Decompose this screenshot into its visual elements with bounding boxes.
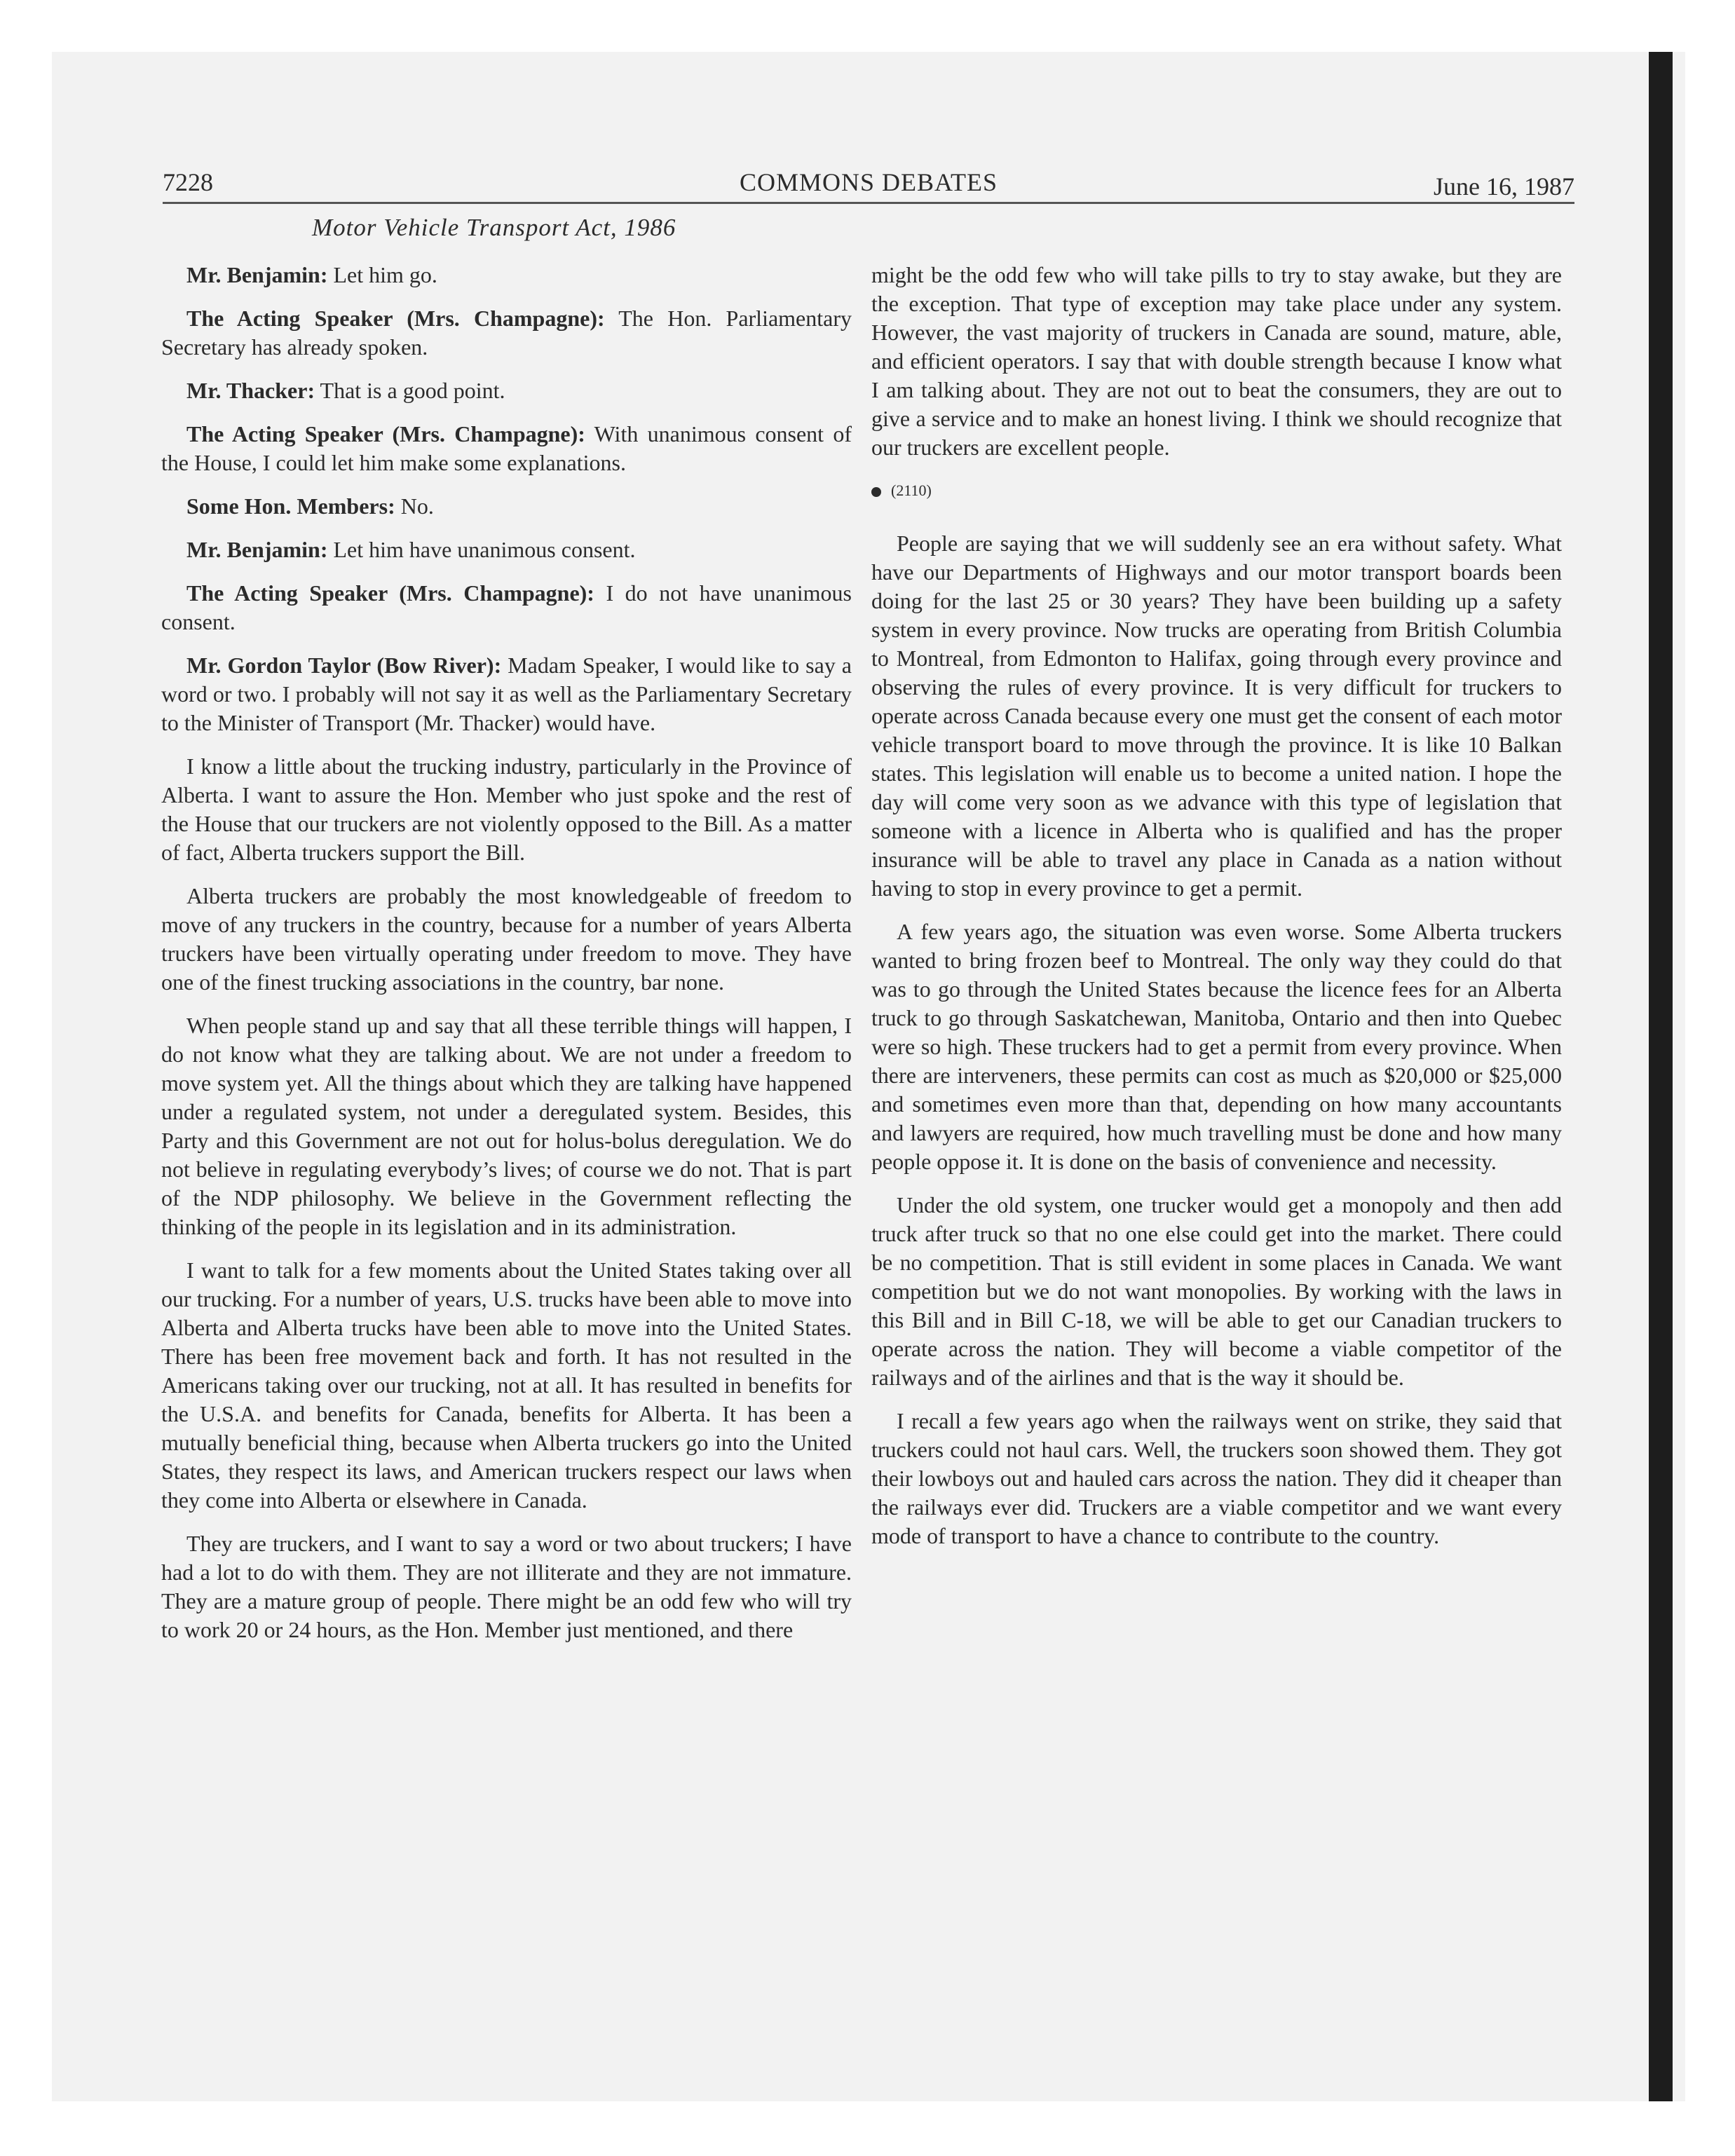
speech-text: I know a little about the trucking industry, particularly in the Province of Alberta. I want to assure the Hon. Member who just spoke and the rest of the House that our truckers are not violently opposed to the Bill. As a matter of fact, Alberta truckers support the Bill. — [161, 753, 852, 865]
speech-paragraph — [161, 579, 852, 636]
speech-text: Let him have unanimous consent. — [327, 537, 636, 562]
speech-text: Madam Speaker, I would like to say a word or two. I probably will not say it as well as the Parliamentary Secretary to the Minister of Transport (Mr. Thacker) would have. — [161, 653, 852, 735]
publication-title: COMMONS DEBATES — [739, 168, 998, 196]
speaker-name: Mr. Benjamin: — [186, 537, 328, 562]
speech-text: When people stand up and say that all these terrible things will happen, I do not know what they are talking about. We are not under a freedom to move system yet. All the things about which they are talking have happened under a regulated system, not under a deregulated system. Besides, this Party and this Government are not out for holus-bolus deregulation. We do not believe in regulating everybody’s lives; of course we do not. That is part of the NDP philosophy. We believe in the Government reflecting the thinking of the people in its legislation and in its administration. — [161, 1013, 852, 1239]
speech-paragraph: A few years ago, the situation was even worse. Some Alberta truckers wanted to bring frozen beef to Montreal. The only way they could do that was to go through the United States because the licence fees for an Alberta truck to go through Saskatchewan, Manitoba, Ontario and then into Quebec were so high. These truckers had to get a permit from every province. When there are interveners, these permits can cost as much as $20,000 or $25,000 and sometimes even more than that, depending on how many accountants and lawyers are required, how much travelling must be done and how many people oppose it. It is done on the basis of convenience and necessity. — [871, 919, 1562, 1174]
running-head: Motor Vehicle Transport Act, 1986 — [312, 214, 676, 241]
speech-paragraph — [161, 1256, 852, 1515]
right-column — [871, 261, 1562, 1565]
speech-paragraph — [161, 1011, 852, 1241]
speaker-name: Mr. Benjamin: — [186, 262, 328, 287]
speech-text: With unanimous consent of the House, I could let him make some explanations. — [161, 421, 852, 475]
speech-paragraph — [161, 752, 852, 867]
speech-text: I do not have unanimous consent. — [161, 580, 852, 634]
speech-paragraph — [161, 304, 852, 362]
speech-paragraph — [161, 492, 852, 521]
speech-text: They are truckers, and I want to say a word or two about truckers; I have had a lot to do with them. They are not illiterate and they are not immature. They are a mature group of people. There might be an odd few who will try to work 20 or 24 hours, as the Hon. Member just mentioned, and there — [161, 1531, 852, 1642]
bullet-icon — [871, 487, 881, 497]
speech-text: The Hon. Parliamentary Secretary has already spoken. — [161, 306, 852, 360]
speaker-name: Mr. Thacker: — [186, 378, 315, 403]
time-marker — [871, 480, 1562, 501]
speech-paragraph: People are saying that we will suddenly see an era without safety. What have our Departments of Highways and our motor transport boards been doing for the last 25 or 30 years? They have been building up a safety system in every province. Now trucks are operating from British Columbia to Montreal, from Edmonton to Halifax, going through every province and observing the rules of every province. It is very difficult for truckers to operate across Canada because every one must get the consent of each motor vehicle transport board to move through the province. It is like 10 Balkan states. This legislation will enable us to become a united nation. I hope the day will come very soon as we advance with this type of legislation that someone with a licence in Alberta who is qualified and has the proper insurance will be able to travel any place in Canada as a nation without having to stop in every province to get a permit. — [871, 531, 1562, 901]
speech-paragraph: I recall a few years ago when the railways went on strike, they said that truckers could not haul cars. Well, the truckers soon showed them. They got their lowboys out and hauled cars across the nation. They did it cheaper than the railways ever did. Truckers are a viable competitor and we want every mode of transport to have a chance to contribute to the country. — [871, 1408, 1562, 1548]
speaker-name: Mr. Gordon Taylor (Bow River): — [186, 653, 502, 678]
speaker-name: The Acting Speaker (Mrs. Champagne): — [186, 306, 605, 331]
speech-text: I want to talk for a few moments about the United States taking over all our trucking. For a number of years, U.S. trucks have been able to move into Alberta and Alberta trucks have been able to move into the United States. There has been free movement back and forth. It has not resulted in the Americans taking over our trucking, not at all. It has resulted in benefits for the U.S.A. and benefits for Canada, benefits for Alberta. It has been a mutually beneficial thing, because when Alberta truckers go into the United States, they respect its laws, and American truckers respect our laws when they come into Alberta or elsewhere in Canada. — [161, 1257, 852, 1513]
page-header — [163, 163, 1574, 204]
left-column — [161, 261, 852, 1659]
speech-paragraph — [161, 535, 852, 564]
speech-text: Alberta truckers are probably the most knowledgeable of freedom to move of any truckers in the country, because for a number of years Alberta truckers have been virtually operating under freedom to move. They have one of the finest trucking associations in the country, bar none. — [161, 883, 852, 995]
speech-paragraph — [161, 882, 852, 997]
speech-paragraph — [161, 651, 852, 737]
time-marker-text: (2110) — [891, 482, 932, 499]
publication-date: June 16, 1987 — [1434, 172, 1574, 200]
speaker-name: The Acting Speaker (Mrs. Champagne): — [186, 421, 585, 446]
scan-edge-bar — [1649, 52, 1673, 2101]
speaker-name: Some Hon. Members: — [186, 493, 395, 519]
speech-paragraph — [161, 261, 852, 289]
speech-paragraph: Under the old system, one trucker would get a monopoly and then add truck after truck so that no one else could get into the market. There could be no competition. That is still evident in some places in Canada. We want competition but we do not want monopolies. By working with the laws in this Bill and in Bill C-18, we will be able to get our Canadian truckers to operate across the nation. They will become a viable competitor of the railways and of the airlines and that is the way it should be. — [871, 1192, 1562, 1390]
speech-text: That is a good point. — [315, 378, 505, 403]
speech-paragraph — [161, 420, 852, 477]
speech-text: No. — [395, 493, 434, 519]
speech-paragraph — [161, 1529, 852, 1644]
page-number: 7228 — [163, 168, 213, 196]
speaker-name: The Acting Speaker (Mrs. Champagne): — [186, 580, 594, 606]
speech-paragraph — [161, 376, 852, 405]
speech-text: Let him go. — [327, 262, 437, 287]
continued-paragraph: might be the odd few who will take pills to try to stay awake, but they are the exception. That type of exception may take place under any system. However, the vast majority of truckers in Canada are sound, mature, able, and efficient operators. I say that with double strength because I know what I am talking about. They are not out to beat the consumers, they are out to give a service and to make an honest living. I think we should recognize that our truckers are excellent people. — [871, 262, 1562, 460]
